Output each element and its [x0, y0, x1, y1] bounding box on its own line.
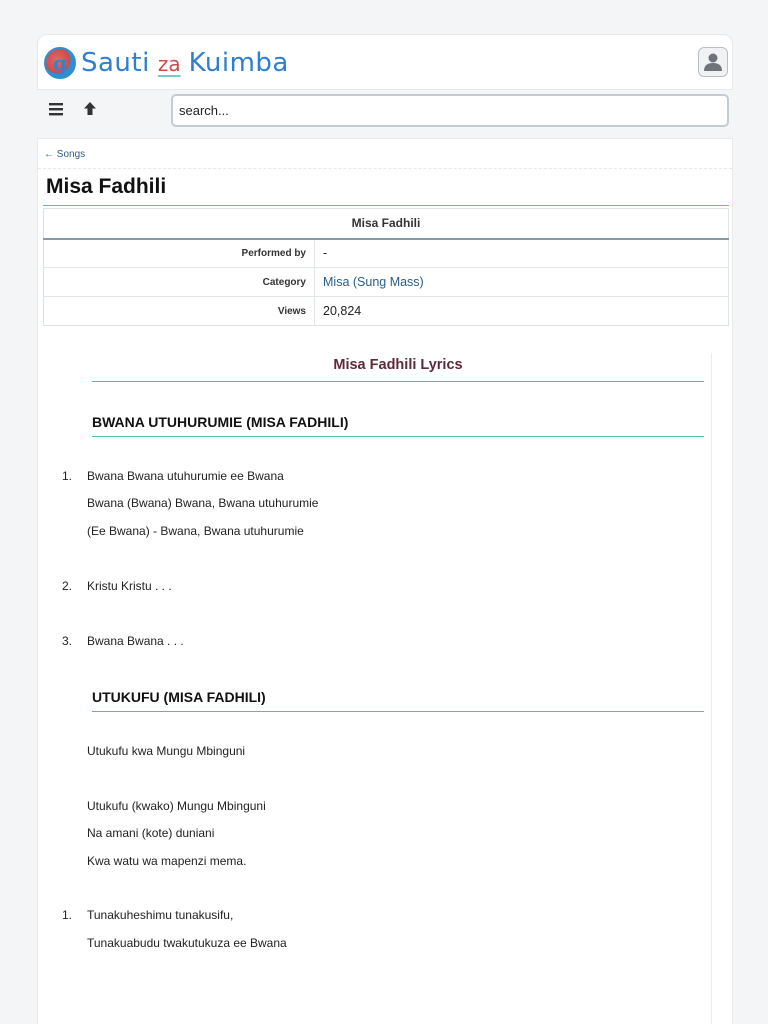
site-logo[interactable] [44, 45, 289, 81]
section-heading: BWANA UTUHURUMIE (MISA FADHILI) [92, 414, 349, 430]
lyric-line: Tunakuheshimu tunakusifu, [87, 908, 234, 922]
search-input[interactable] [171, 94, 729, 127]
table-row [44, 268, 729, 297]
page-title: Misa Fadhili [46, 175, 167, 198]
lyric-line: Bwana Bwana utuhurumie ee Bwana [87, 469, 284, 483]
category-link[interactable]: Misa (Sung Mass) [323, 275, 424, 289]
row-label-category: Category [44, 268, 315, 297]
home-arrow-icon [81, 100, 99, 118]
table-row [44, 239, 729, 268]
lyric-line: (Ee Bwana) - Bwana, Bwana utuhurumie [87, 524, 304, 538]
row-label-performed-by: Performed by [44, 239, 315, 268]
home-button[interactable] [81, 100, 99, 118]
lyric-line: Tunakuabudu twakutukuza ee Bwana [87, 936, 287, 950]
logo-word-sauti: Sauti [81, 48, 150, 78]
verse-number: 2. [62, 579, 73, 593]
row-label-views: Views [44, 297, 315, 326]
lyric-line: Utukufu (kwako) Mungu Mbinguni [87, 799, 266, 813]
lyrics-frame-border [711, 353, 712, 1024]
hamburger-icon [47, 100, 67, 118]
song-info-table [43, 208, 729, 326]
row-value-performed-by: - [315, 239, 729, 268]
row-value-views: 20,824 [315, 297, 729, 326]
menu-button[interactable] [47, 100, 67, 118]
lyric-line: Kristu Kristu . . . [87, 579, 172, 593]
lyric-line: Kwa watu wa mapenzi mema. [87, 854, 247, 868]
lyric-line: Utukufu kwa Mungu Mbinguni [87, 744, 246, 758]
title-divider [43, 205, 729, 206]
section-heading: UTUKUFU (MISA FADHILI) [92, 689, 266, 705]
verse-number: 1. [62, 908, 73, 922]
logo-word-kuimba: Kuimba [188, 48, 289, 78]
lyric-line: Bwana Bwana . . . [87, 634, 184, 648]
row-value-category [315, 268, 729, 297]
verse-number: 3. [62, 634, 73, 648]
lyric-line: Na amani (kote) duniani [87, 826, 215, 840]
site-header [37, 34, 733, 90]
lyric-line: Bwana (Bwana) Bwana, Bwana utuhurumie [87, 496, 319, 510]
content-card [37, 138, 733, 1024]
lyrics-title: Misa Fadhili Lyrics [333, 357, 463, 373]
breadcrumb [38, 139, 732, 169]
lyrics-title-rule [92, 381, 704, 382]
table-row [44, 297, 729, 326]
info-table-heading: Misa Fadhili [44, 209, 729, 239]
logo-badge-icon: g [44, 47, 76, 79]
toolbar [37, 90, 733, 130]
logo-word-za: za [157, 52, 181, 76]
verse-number: 1. [62, 469, 73, 483]
logo-text [81, 48, 289, 78]
breadcrumb-songs-link[interactable]: ← Songs [44, 149, 86, 160]
section-rule [92, 711, 704, 712]
section-rule [92, 436, 704, 437]
user-icon [702, 51, 724, 73]
user-account-button[interactable] [698, 47, 728, 77]
